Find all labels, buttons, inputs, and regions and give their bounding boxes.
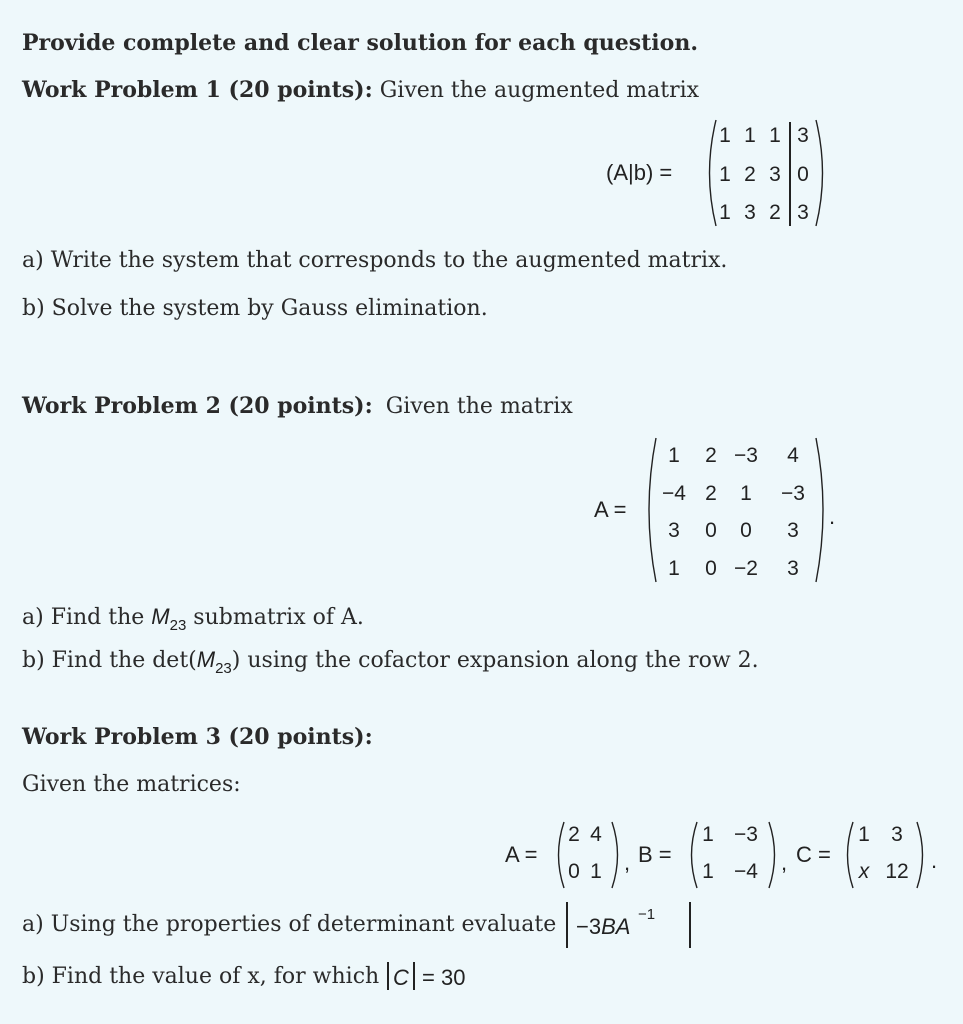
matrix-cell: 1 <box>668 557 680 580</box>
matrix-cell: 1 <box>769 124 781 147</box>
matrix-cell: 1 <box>719 124 731 147</box>
matrix-cell: 1 <box>668 444 680 467</box>
matrix-cell: 3 <box>797 124 809 147</box>
problem2-trailing-period: . <box>829 504 836 529</box>
matrix-cell: 4 <box>590 823 602 846</box>
problem1-part-b: b) Solve the system by Gauss elimination. <box>22 296 488 321</box>
matrix-cell: 3 <box>744 201 756 224</box>
problem3-part-b-expr: C <box>393 965 409 990</box>
m23-subscript: 23 <box>215 660 232 677</box>
expr-BA: BA <box>601 914 631 939</box>
problem3-part-b-eq: = 30 <box>422 965 466 990</box>
matrix-cell: −3 <box>734 444 758 467</box>
problem2-part-b <box>22 647 759 677</box>
problem3-part-a-sup: −1 <box>638 906 656 923</box>
problem2-matrix-label: A = <box>594 497 627 522</box>
problem3-part-b: b) Find the value of x, for which <box>22 964 380 989</box>
problem2-part-a-prefix: a) Find the <box>22 605 145 630</box>
problem1-header <box>22 77 699 103</box>
abs-bar-left <box>566 902 568 948</box>
matrix-cell: x <box>858 860 870 883</box>
matrix-cell: 3 <box>787 557 799 580</box>
matrix-cell: 1 <box>590 860 602 883</box>
matrix-cell: 3 <box>787 519 799 542</box>
problem3-A-right-paren <box>609 820 625 890</box>
matrix-cell: −3 <box>734 823 758 846</box>
matrix-cell: −4 <box>662 482 686 505</box>
page-heading: Provide complete and clear solution for each question. <box>22 30 698 56</box>
abs-bar-left <box>387 962 389 990</box>
matrix-cell: 2 <box>705 482 717 505</box>
problem2-header <box>22 393 573 419</box>
matrix-cell: 0 <box>568 860 580 883</box>
matrix-cell: 2 <box>769 201 781 224</box>
matrix-cell: 4 <box>787 444 799 467</box>
matrix-cell: 1 <box>740 482 752 505</box>
problem1-right-paren <box>812 118 832 228</box>
matrix-cell: 3 <box>668 519 680 542</box>
matrix-cell: 1 <box>702 823 714 846</box>
problem1-title: Work Problem 1 (20 points): <box>22 77 373 103</box>
matrix-cell: 3 <box>769 163 781 186</box>
problem3-A-label: A = <box>505 842 538 867</box>
matrix-cell: 0 <box>797 163 809 186</box>
matrix-cell: 1 <box>719 201 731 224</box>
problem3-comma: , <box>624 850 631 875</box>
problem2-part-b-suffix: ) using the cofactor expansion along the row 2. <box>231 648 759 673</box>
m23-subscript: 23 <box>169 617 187 634</box>
matrix-cell: 3 <box>797 201 809 224</box>
problem2-part-a <box>22 604 364 634</box>
problem2-intro: Given the matrix <box>385 394 573 419</box>
m23-symbol: M <box>196 647 216 672</box>
matrix-cell: 1 <box>719 163 731 186</box>
expr-minus-3: −3 <box>576 914 602 939</box>
problem3-title: Work Problem 3 (20 points): <box>22 724 373 750</box>
problem3-C-right-paren <box>914 820 930 890</box>
problem3-part-a-expr <box>576 914 630 940</box>
problem1-augment-bar <box>789 122 791 226</box>
abs-bar-right <box>413 962 415 990</box>
problem2-title: Work Problem 2 (20 points): <box>22 393 373 419</box>
problem1-intro: Given the augmented matrix <box>379 78 700 103</box>
matrix-cell: −3 <box>781 482 805 505</box>
matrix-cell: 12 <box>885 860 909 883</box>
matrix-cell: 3 <box>891 823 903 846</box>
problem3-comma: , <box>781 850 788 875</box>
m23-symbol: M <box>151 604 170 629</box>
problem2-part-a-suffix: submatrix of A. <box>193 605 364 630</box>
problem3-period: . <box>931 848 938 873</box>
problem1-matrix-label: (A|b) = <box>606 160 673 185</box>
matrix-cell: 0 <box>740 519 752 542</box>
problem2-part-b-prefix: b) Find the det( <box>22 648 197 673</box>
matrix-cell: 1 <box>702 860 714 883</box>
abs-bar-right <box>689 902 691 948</box>
matrix-cell: 2 <box>568 823 580 846</box>
problem3-part-a: a) Using the properties of determinant evaluate <box>22 912 557 937</box>
problem3-intro: Given the matrices: <box>22 772 241 797</box>
problem3-B-right-paren <box>766 820 782 890</box>
problem1-part-a: a) Write the system that corresponds to the augmented matrix. <box>22 248 728 273</box>
matrix-cell: 2 <box>744 163 756 186</box>
matrix-cell: −4 <box>734 860 758 883</box>
matrix-cell: 1 <box>858 823 870 846</box>
matrix-cell: −2 <box>734 557 758 580</box>
matrix-cell: 1 <box>744 124 756 147</box>
matrix-cell: 2 <box>705 444 717 467</box>
problem3-C-label: C = <box>796 842 831 867</box>
matrix-cell: 0 <box>705 519 717 542</box>
matrix-cell: 0 <box>705 557 717 580</box>
problem3-B-label: B = <box>638 842 672 867</box>
